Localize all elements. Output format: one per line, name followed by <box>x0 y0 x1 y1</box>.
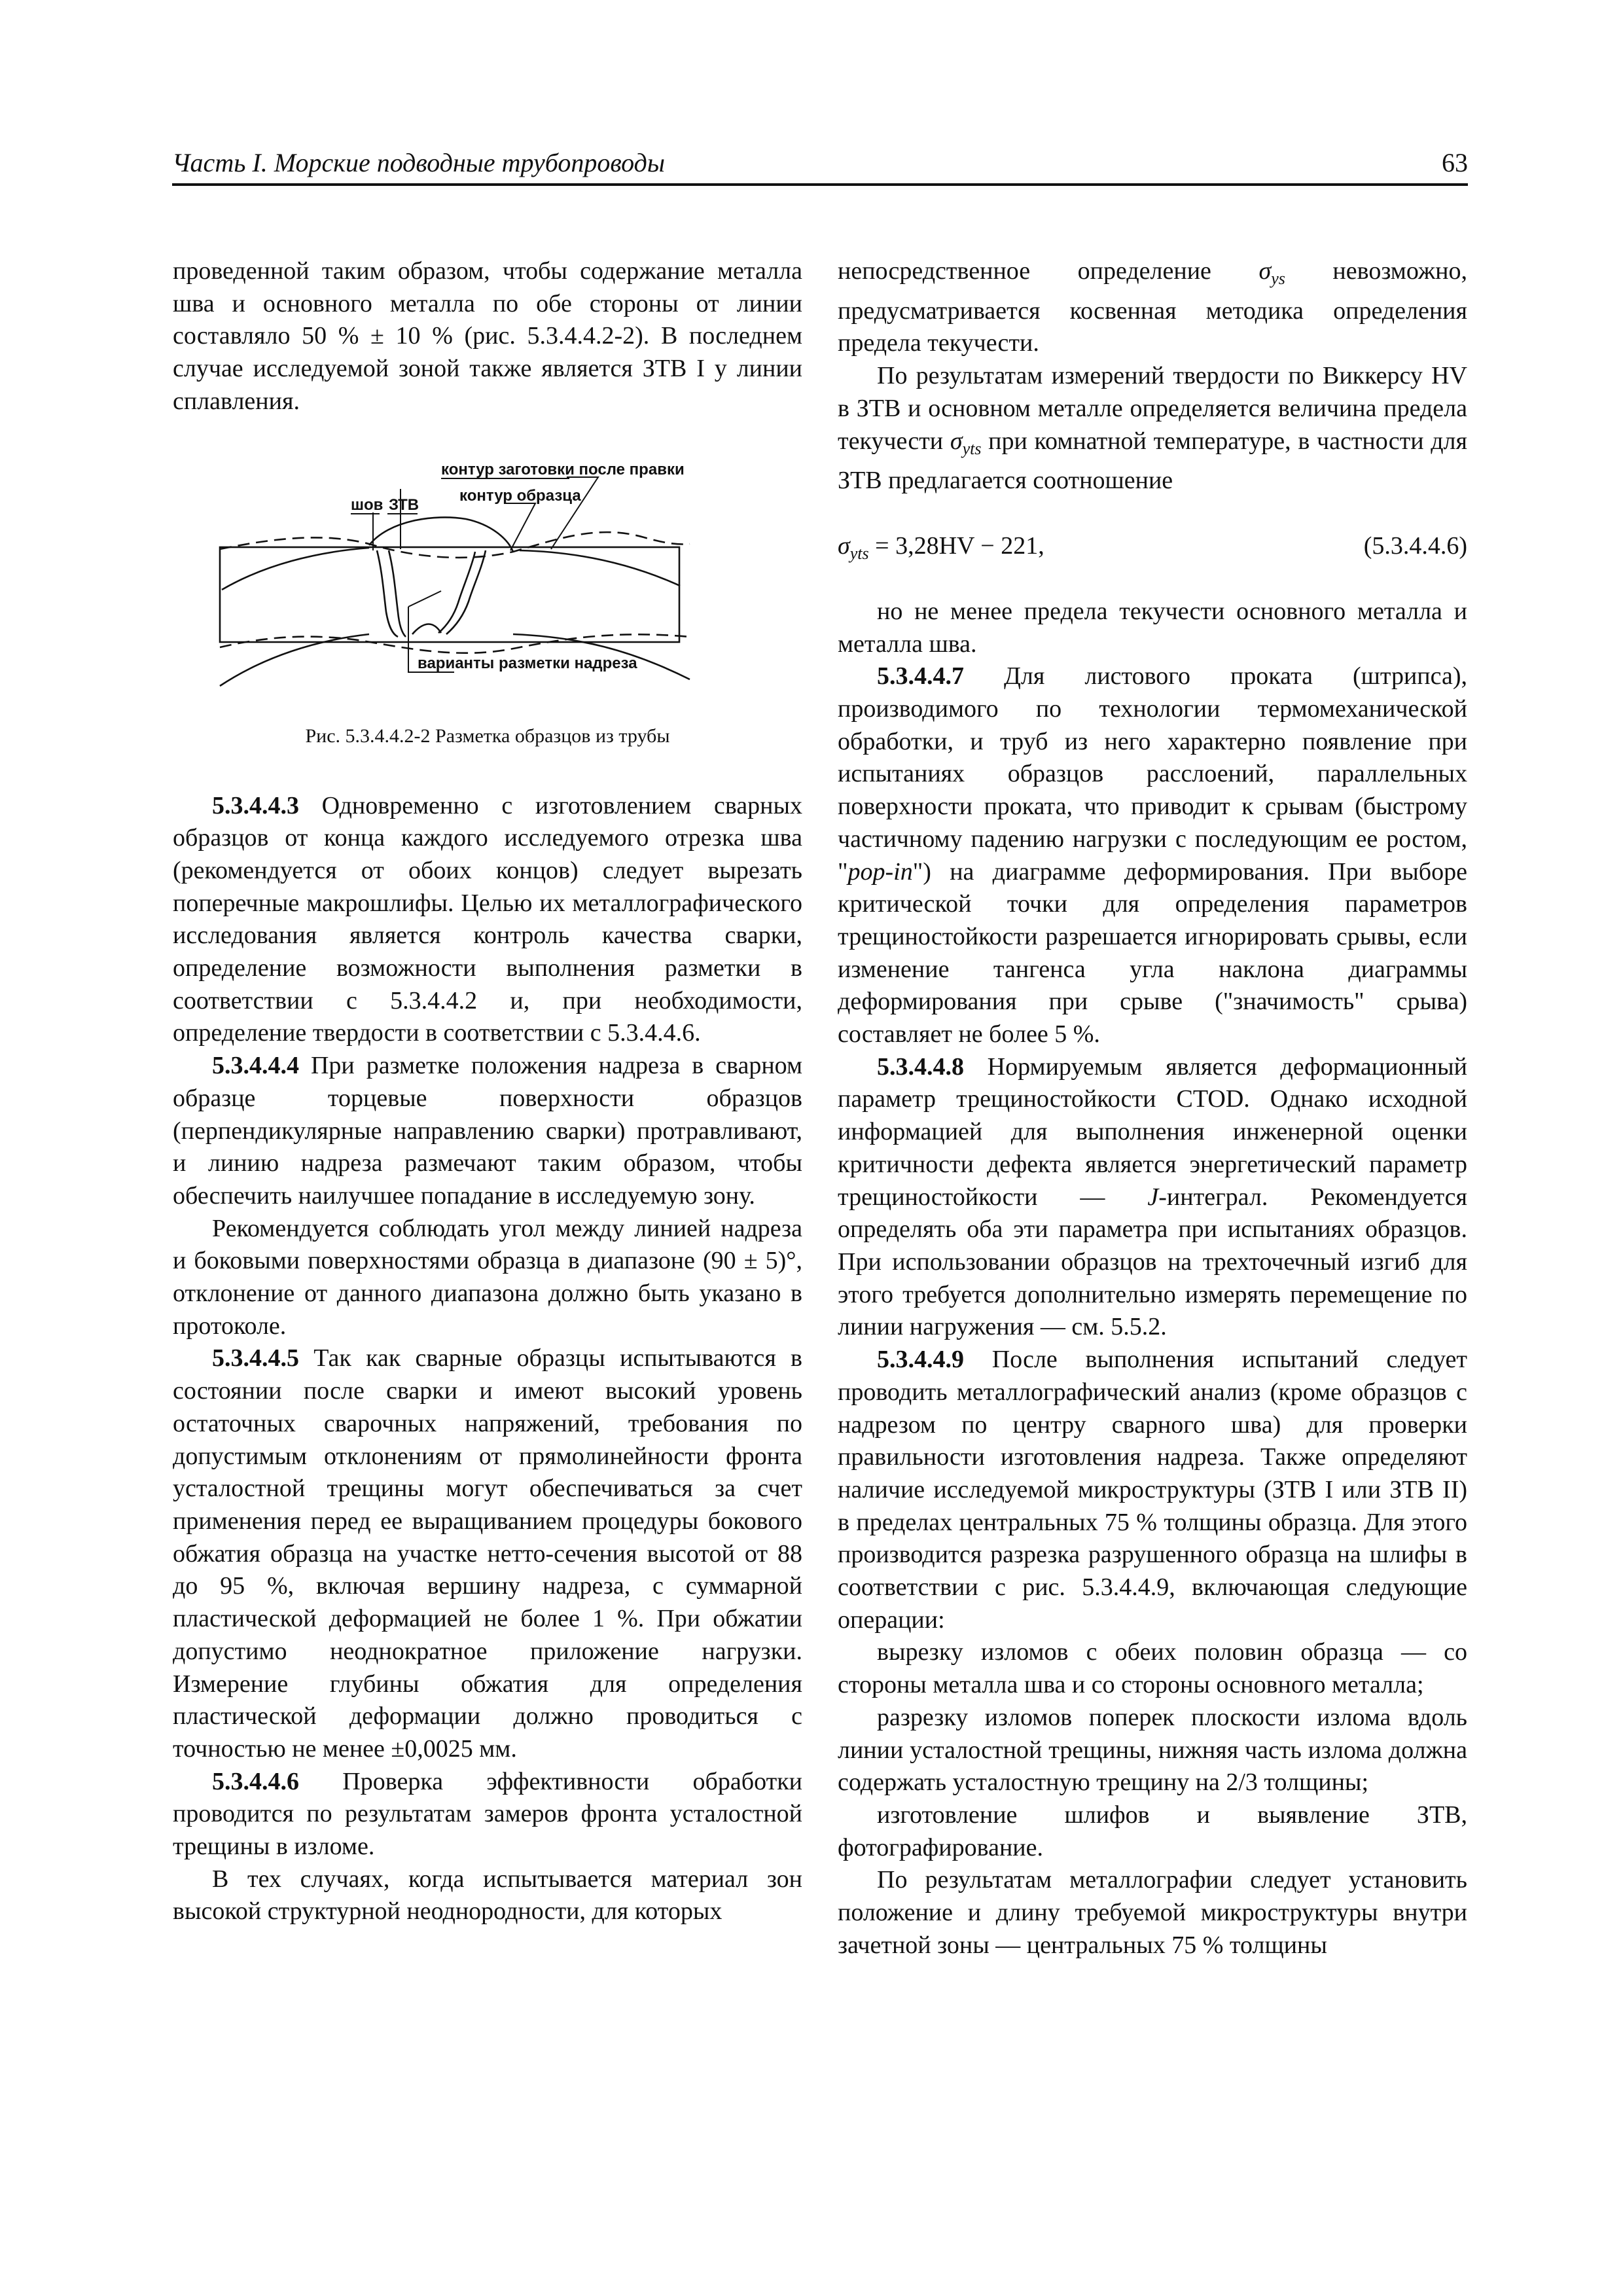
text: По результатам измерений твердости по Виккерсу HV в ЗТВ и основном металле определяется величина предела текучести <box>838 362 1467 455</box>
symbol-sigma: σ <box>950 427 963 455</box>
formula-expression <box>838 530 1044 570</box>
pipe-wall-arc <box>222 548 369 590</box>
section-number: 5.3.4.4.7 <box>877 662 964 691</box>
blank-contour-line-top <box>220 532 690 558</box>
paragraph: проведенной таким образом, чтобы содержание металла шва и основного металла по обе стороны от линии составляло 50 % ± 10 % (рис. 5.3.4.4.2-2). В последнем случае исследуемой зоной также является ЗТВ I у линии сплавления. <box>173 257 802 415</box>
section-5-3-4-4-4 <box>173 1050 802 1213</box>
paragraph: Рекомендуется соблюдать угол между линией надреза и боковыми поверхностями образца в диапазоне (90 ± 5)°, отклонение от данного диапазона должно быть указано в протоколе. <box>173 1214 802 1340</box>
section-5-3-4-4-8 <box>838 1051 1467 1344</box>
weld-root <box>412 624 441 634</box>
figure-pipe-specimen-layout <box>173 440 802 714</box>
paragraph-text: Нормируемым является деформационный параметр трещиностойкости CTOD. Однако исходной информацией для выполнения инженерной оценки критичности дефекта является энергетический параметр трещиностойкости — <box>838 1052 1467 1211</box>
label-specimen-contour: контур образца <box>459 486 581 505</box>
section-5-3-4-4-7 <box>838 660 1467 1050</box>
haz-line <box>389 550 406 637</box>
section-number: 5.3.4.4.8 <box>877 1052 964 1081</box>
fusion-line <box>377 550 398 637</box>
running-header-title: Часть I. Морские подводные трубопроводы <box>172 148 665 177</box>
term-pop-in: pop-in <box>847 857 913 886</box>
symbol-sigma: σ <box>838 531 850 560</box>
paragraph-text: Так как сварные образцы испытываются в состоянии после сварки и имеют высокий уровень остаточных сварочных напряжений, требования по допустимым отклонениям от прямолинейности фронта усталостной трещины могут обеспечиваться за счет применения перед ее выращиванием процедуры бокового обжатия образца на участке нетто-сечения высотой от 88 до 95 %, включая вершину надреза, с суммарной пластической деформацией не более 1 %. При обжатии допустимо неоднократное приложение нагрузки. Измерение глубины обжатия для определения пластической деформации должно проводиться с точностью не менее ±0,0025 мм. <box>173 1344 802 1763</box>
paragraph: но не менее предела текучести основного металла и металла шва. <box>838 597 1467 658</box>
symbol-j: J <box>1147 1183 1159 1211</box>
section-number: 5.3.4.4.5 <box>212 1344 299 1372</box>
symbol-sigma: σ <box>1258 257 1272 285</box>
label-blank-contour: контур заготовки после правки <box>441 460 685 478</box>
section-number: 5.3.4.4.3 <box>212 791 299 819</box>
figure-drawing <box>173 440 802 714</box>
formula-rhs: = 3,28HV − 221, <box>868 531 1044 560</box>
right-column <box>838 255 1467 1962</box>
section-number: 5.3.4.4.6 <box>212 1767 299 1795</box>
left-column <box>173 255 802 1928</box>
figure-caption: Рис. 5.3.4.4.2-2 Разметка образцов из трубы <box>305 725 670 747</box>
paragraph <box>838 255 1467 360</box>
list-item: разрезку изломов поперек плоскости излома вдоль линии усталостной трещины, нижняя часть излома должна содержать усталостную трещину на 2/3 толщины; <box>838 1703 1467 1797</box>
paragraph-text: -интеграл. Рекомендуется определять оба эти параметра при испытаниях образцов. При использовании образцов на трехточечный изгиб для этого требуется дополнительно измерять перемещение по линии нагружения — см. 5.5.2. <box>838 1183 1467 1341</box>
section-5-3-4-4-9 <box>838 1344 1467 1636</box>
pipe-wall-arc <box>520 550 680 586</box>
paragraph: В тех случаях, когда испытывается материал зон высокой структурной неоднородности, для которых <box>173 1865 802 1926</box>
section-number: 5.3.4.4.9 <box>877 1346 964 1374</box>
page-number: 63 <box>1442 148 1468 177</box>
subscript: yts <box>849 543 869 563</box>
section-5-3-4-4-3 <box>173 790 802 1050</box>
running-header <box>172 145 1468 186</box>
paragraph-text: Проверка эффективности обработки проводится по результатам замеров фронта усталостной трещины в изломе. <box>173 1767 802 1861</box>
list-item: изготовление шлифов и выявление ЗТВ, фотографирование. <box>838 1801 1467 1861</box>
text: невозможно, предусматривается косвенная методика определения предела текучести. <box>838 257 1467 357</box>
section-number: 5.3.4.4.4 <box>212 1052 299 1080</box>
haz-line <box>438 552 475 633</box>
leader-line <box>408 591 441 607</box>
section-5-3-4-4-5 <box>173 1342 802 1765</box>
label-notch-variants: варианты разметки надреза <box>418 654 637 672</box>
text: непосредственное определение <box>838 257 1259 285</box>
paragraph-text: ") на диаграмме деформирования. При выборе критической точки для определения параметров трещиностойкости разрешается игнорировать срывы, если изменение тангенса угла наклона диаграммы деформирования при срыве ("значимость" срыва) составляет не более 5 %. <box>838 857 1467 1049</box>
subscript: ys <box>1271 269 1285 288</box>
paragraph: По результатам металлографии следует установить положение и длину требуемой микроструктуры внутри зачетной зоны — центральных 75 % толщины <box>838 1866 1467 1959</box>
section-5-3-4-4-6 <box>173 1766 802 1863</box>
label-haz: ЗТВ <box>389 495 419 514</box>
paragraph-text: Для листового проката (штрипса), производимого по технологии термомеханической обработки, и труб из него характерно появление при испытаниях образцов расслоений, параллельных поверхности проката, что приводит к срывам (быстрому частичному падению нагрузки с последующим ее ростом, " <box>838 662 1467 886</box>
leader-line <box>505 503 535 550</box>
paragraph-text: После выполнения испытаний следует проводить металлографический анализ (кроме образцов с надрезом по центру сварного шва) для проверки правильности изготовления надреза. Также определяют наличие исследуемой микроструктуры (ЗТВ I или ЗТВ II) в пределах центральных 75 % толщины образца. Для этого производится разрезка разрушенного образца на шлифы в соответствии с рис. 5.3.4.4.9, включающая следующие операции: <box>838 1346 1467 1634</box>
text: при комнатной температуре, в частности для ЗТВ предлагается соотношение <box>838 427 1467 495</box>
subscript: yts <box>962 439 982 458</box>
list-item: вырезку изломов с обеих половин образца — со стороны металла шва и со стороны основного металла; <box>838 1638 1467 1699</box>
paragraph-text: При разметке положения надреза в сварном образце торцевые поверхности образцов (перпендикулярные направлению сварки) протравливают, и линию надреза размечают таким образом, чтобы обеспечить наилучшее попадание в исследуемую зону. <box>173 1052 802 1210</box>
formula-5-3-4-4-6 <box>838 530 1467 563</box>
paragraph-text: Одновременно с изготовлением сварных образцов от конца каждого исследуемого отрезка шва (рекомендуется от обоих концов) следует вырезать поперечные макрошлифы. Целью их металлографического исследования является контроль качества сварки, определение возможности выполнения разметки в соответствии с 5.3.4.4.2 и, при необходимости, определение твердости в соответствии с 5.3.4.4.6. <box>173 791 802 1047</box>
fusion-line <box>446 550 486 634</box>
formula-number: (5.3.4.4.6) <box>1363 531 1467 560</box>
paragraph <box>838 360 1467 497</box>
label-weld: шов <box>351 495 383 514</box>
